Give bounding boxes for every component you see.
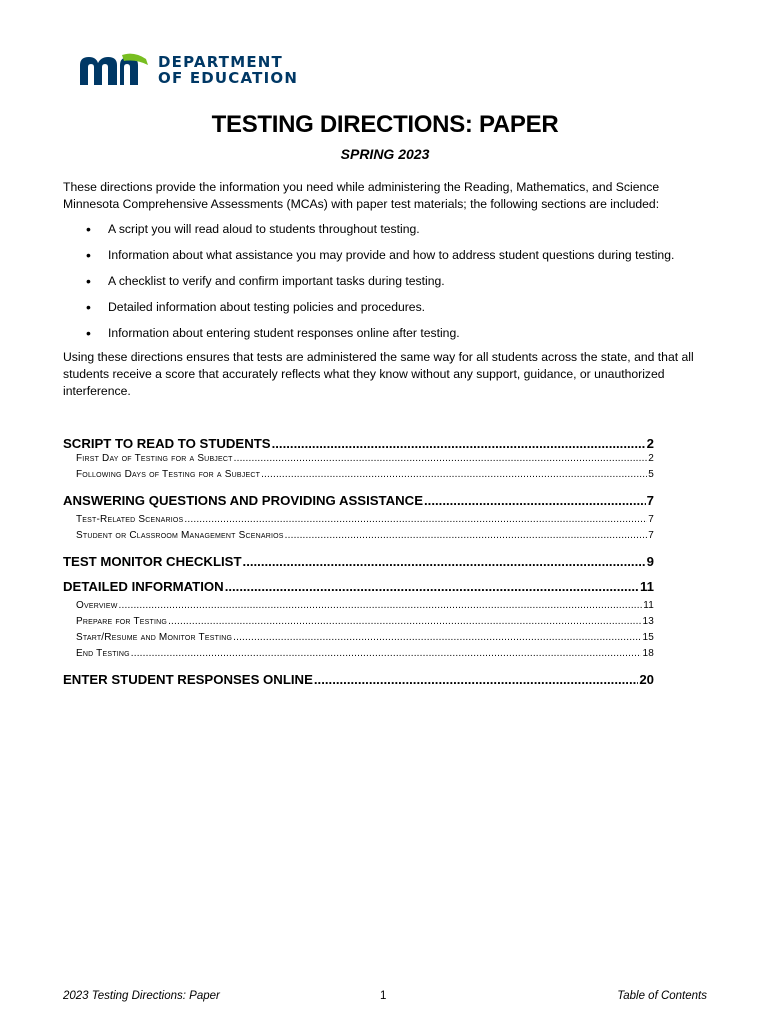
toc-entry-overview[interactable]: Overview ..... 11 [63,600,654,616]
toc-entry-script[interactable]: SCRIPT TO READ TO STUDENTS ..... 2 [63,436,654,453]
toc-entry-test-related[interactable]: Test-Related Scenarios ..... 7 [63,514,654,530]
toc-entry-start-resume[interactable]: Start/Resume and Monitor Testing ..... 15 [63,632,654,648]
list-item: • Information about entering student responses online after testing. [84,325,724,351]
document-title: TESTING DIRECTIONS: PAPER [211,111,559,138]
list-item: • Information about what assistance you may provide and how to address student questions during testing. [84,247,724,273]
department-logo [78,50,298,90]
section-list [84,221,724,351]
logo-text-line1: DEPARTMENT [158,53,283,71]
toc-entry-following-days[interactable]: Following Days of Testing for a Subject ..... 5 [63,469,654,485]
list-item: • Detailed information about testing policies and procedures. [84,299,724,325]
toc-entry-first-day[interactable]: First Day of Testing for a Subject ..... 2 [63,453,654,469]
intro-paragraph: These directions provide the information you need while administering the Reading, Mathematics, and Science Minnesota Comprehensive Assessments (MCAs) with paper test materials; the following sections are included: [63,180,660,211]
logo-text-line2: OF EDUCATION [158,69,299,87]
toc-entry-end-testing[interactable]: End Testing ..... 18 [63,648,654,664]
toc-entry-detailed-information[interactable]: DETAILED INFORMATION ..... 11 [63,579,654,596]
mn-logo-icon [78,53,150,87]
footer-toc-link[interactable]: Table of Contents [617,990,707,1002]
table-of-contents [63,434,654,689]
toc-entry-enter-responses[interactable]: ENTER STUDENT RESPONSES ONLINE ..... 20 [63,672,654,689]
toc-entry-prepare[interactable]: Prepare for Testing ..... 13 [63,616,654,632]
outro-paragraph: Using these directions ensures that tests are administered the same way for all students across the state, and that all students receive a score that accurately reflects what they know without any support, guidance, or unauthorized interference. [63,350,694,398]
footer-page-number: 1 [380,990,387,1002]
document-subtitle: SPRING 2023 [340,146,430,162]
list-item: • A checklist to verify and confirm important tasks during testing. [84,273,724,299]
list-item: • A script you will read aloud to students throughout testing. [84,221,724,247]
toc-entry-answering-questions[interactable]: ANSWERING QUESTIONS AND PROVIDING ASSISTANCE ..... 7 [63,493,654,510]
toc-entry-classroom-management[interactable]: Student or Classroom Management Scenarios ..... 7 [63,530,654,546]
footer-document-title: 2023 Testing Directions: Paper [63,990,220,1002]
toc-entry-monitor-checklist[interactable]: TEST MONITOR CHECKLIST ..... 9 [63,554,654,571]
